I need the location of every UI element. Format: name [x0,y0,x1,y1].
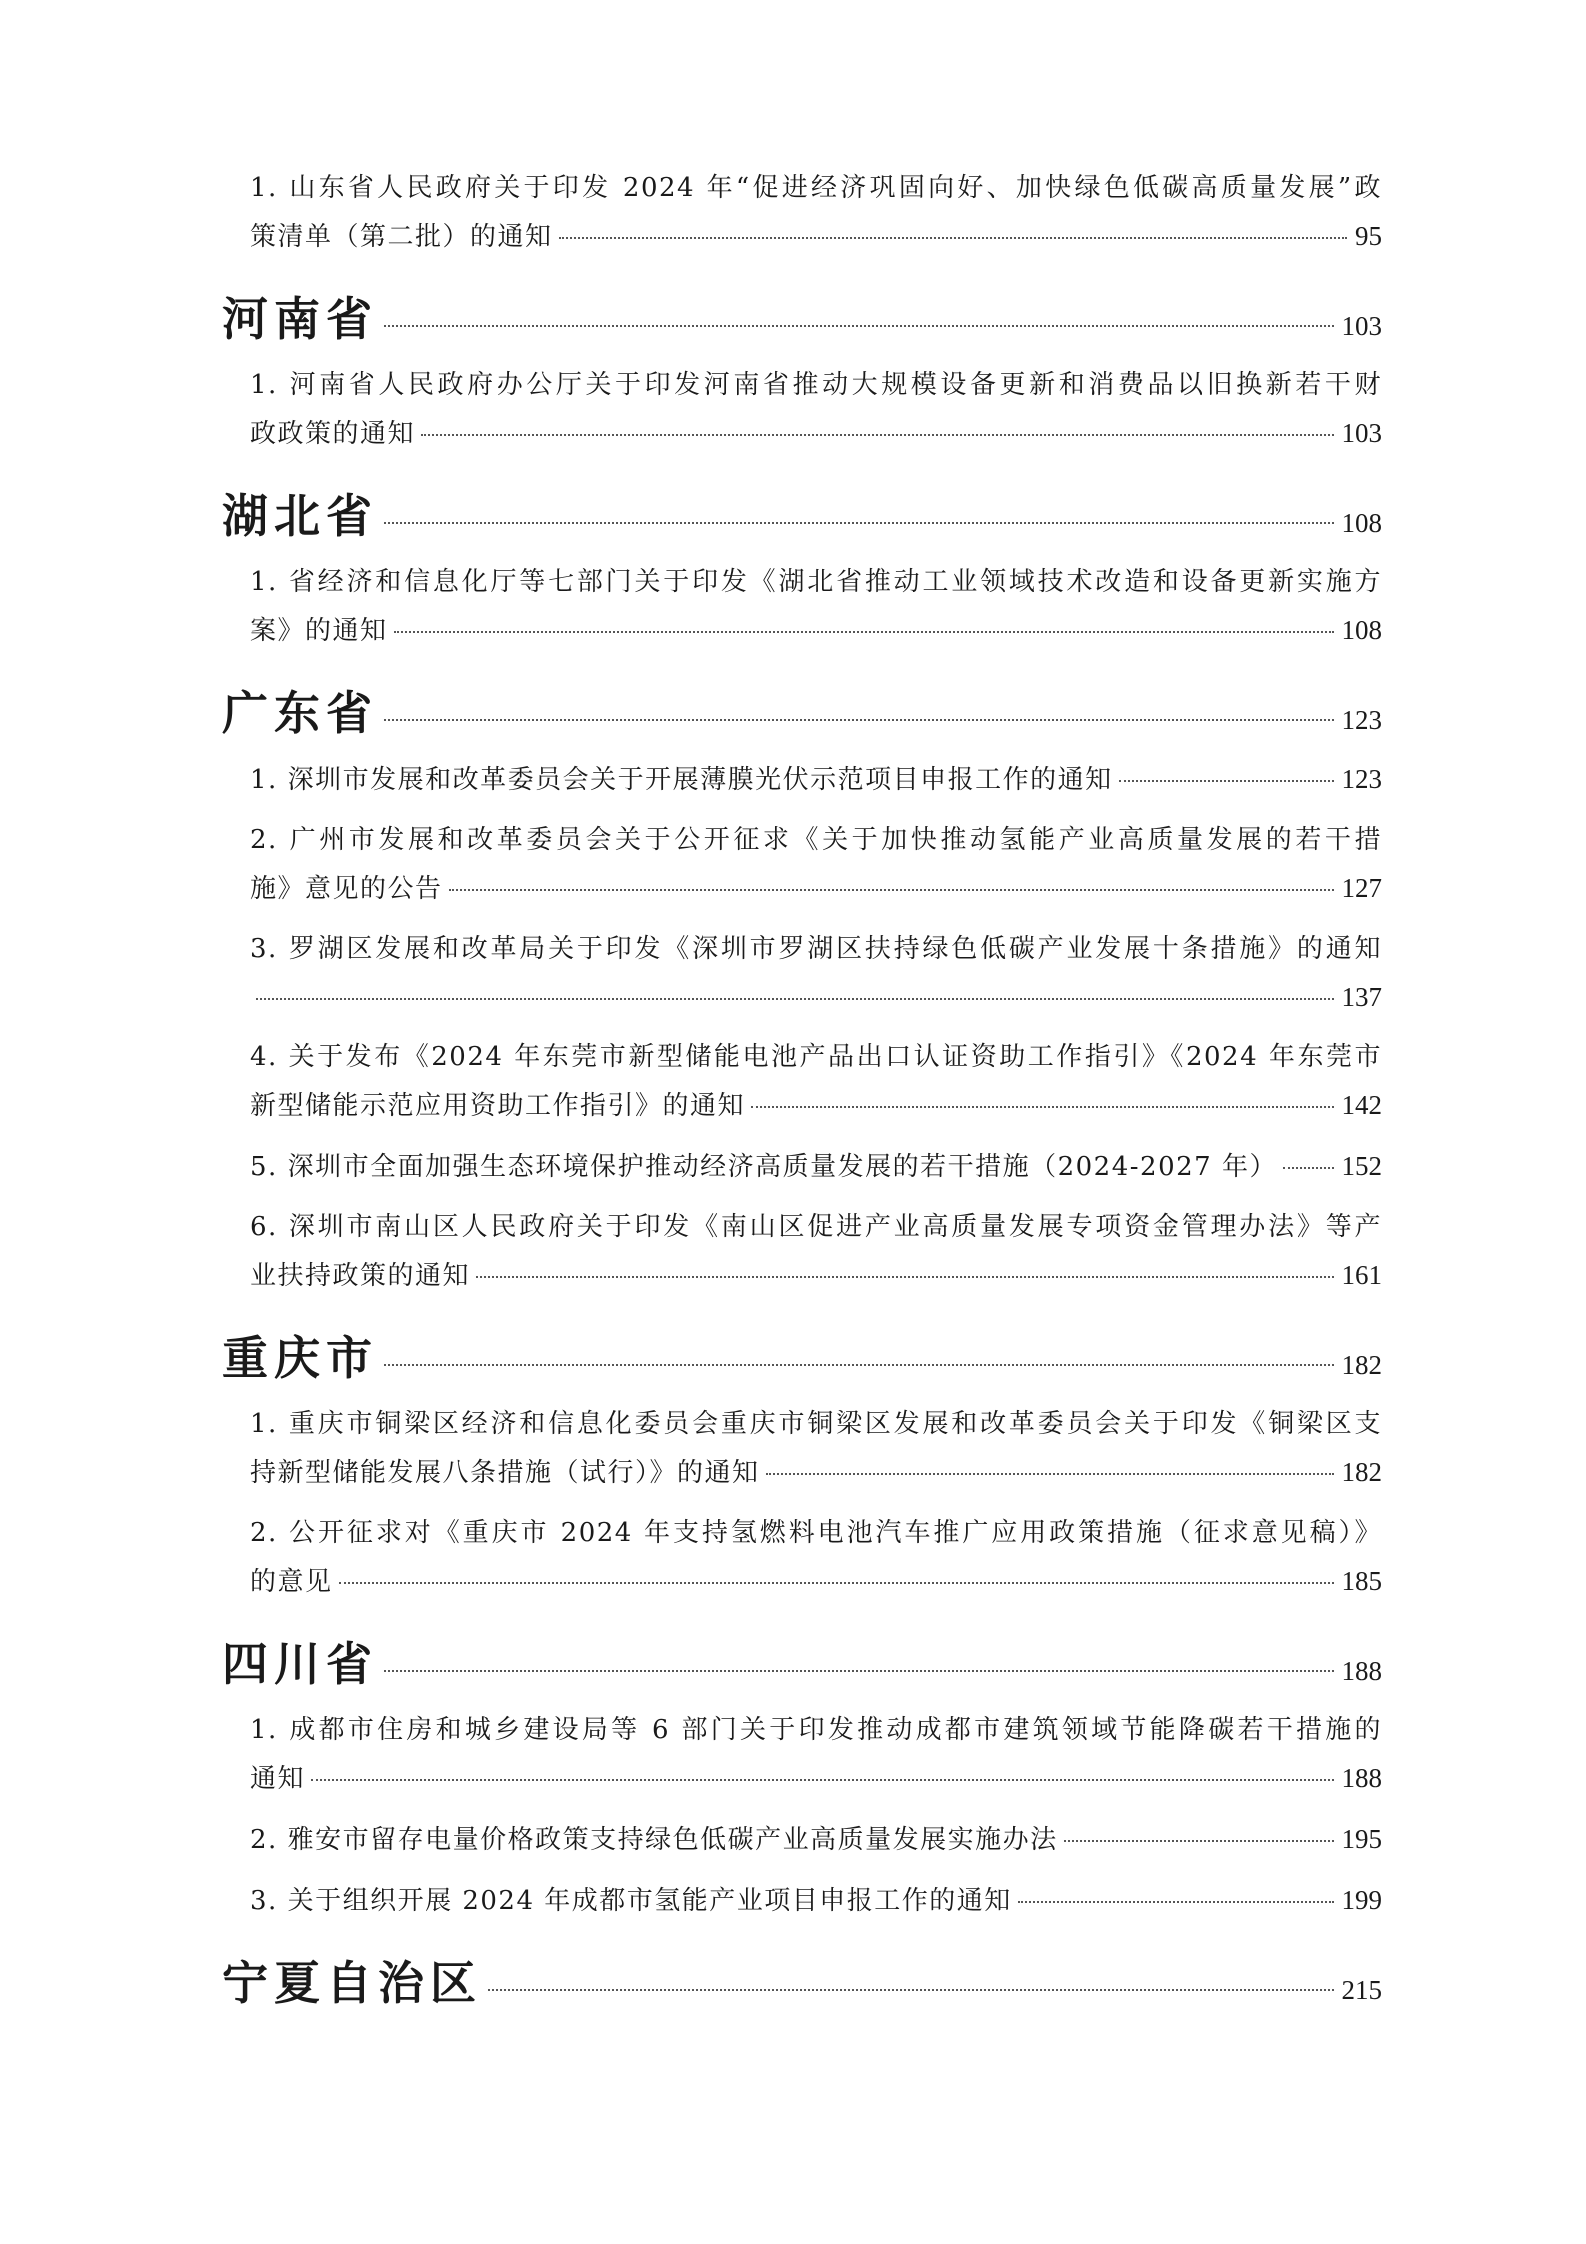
heading-line [222,1322,1382,1388]
page-number: 199 [1341,1885,1382,1915]
section-heading[interactable] [222,480,1382,546]
page-number: 188 [1341,1656,1382,1686]
toc-entry[interactable] [222,1509,1382,1606]
entry-last-line [250,1142,1382,1191]
toc-entry[interactable] [222,1142,1382,1191]
entry-text: 策清单（第二批）的通知 [250,222,553,252]
entry-first-line: 1. 重庆市铜梁区经济和信息化委员会重庆市铜梁区发展和改革委员会关于印发《铜梁区支 [250,1409,1382,1439]
entry-last-line [250,755,1382,804]
toc-entry[interactable] [222,1815,1382,1864]
section-heading[interactable] [222,283,1382,349]
entry-text: 案》的通知 [250,616,388,646]
heading-title: 湖北省 [222,489,378,543]
dot-leader [449,889,1334,891]
page-number: 103 [1341,418,1382,448]
entry-text: 持新型储能发展八条措施（试行）》的通知 [250,1458,760,1488]
dot-leader [1283,1167,1334,1169]
toc-section-henan [222,283,1382,458]
section-heading[interactable] [222,677,1382,743]
page-number: 127 [1341,873,1382,903]
page-number: 182 [1341,1350,1382,1380]
page-number: 185 [1341,1566,1382,1596]
toc-section-hubei [222,480,1382,655]
toc-entry[interactable] [222,361,1382,458]
entry-last-line [250,1081,1382,1130]
entry-last-line [250,1251,1382,1300]
heading-line [222,480,1382,546]
toc-entry[interactable] [222,1876,1382,1925]
toc-entry[interactable] [222,755,1382,804]
dot-leader [476,1276,1333,1278]
dot-leader [394,631,1334,633]
entry-first-line: 2. 公开征求对《重庆市 2024 年支持氢燃料电池汽车推广应用政策措施（征求意见稿）》 [250,1518,1382,1548]
entry-text: 政政策的通知 [250,419,416,449]
dot-leader [1119,780,1334,782]
page-number: 152 [1341,1151,1382,1181]
page-number: 195 [1341,1824,1382,1854]
entry-text: 的意见 [250,1567,333,1597]
toc-section-guangdong [222,677,1382,1300]
toc-entry[interactable] [222,816,1382,913]
heading-title: 宁夏自治区 [222,1956,482,2010]
page-number: 137 [1341,982,1382,1012]
dot-leader [751,1106,1333,1108]
dot-leader [766,1473,1334,1475]
entry-text: 业扶持政策的通知 [250,1261,471,1291]
toc-section-shandong-tail [222,164,1382,261]
heading-title: 四川省 [222,1637,378,1691]
dot-leader [256,998,1334,1000]
dot-leader [384,719,1334,721]
page-number: 182 [1341,1457,1382,1487]
toc-entry[interactable] [222,1033,1382,1130]
page-number: 108 [1341,508,1382,538]
entry-first-line: 1. 省经济和信息化厅等七部门关于印发《湖北省推动工业领域技术改造和设备更新实施方 [250,567,1382,597]
dot-leader [1018,1901,1334,1903]
entry-text: 施》意见的公告 [250,874,443,904]
entry-first-line: 1. 成都市住房和城乡建设局等 6 部门关于印发推动成都市建筑领域节能降碳若干措施的 [250,1715,1382,1745]
dot-leader [421,434,1333,436]
toc-section-chongqing [222,1322,1382,1606]
toc-entry[interactable] [222,164,1382,261]
entry-first-line: 6. 深圳市南山区人民政府关于印发《南山区促进产业高质量发展专项资金管理办法》等产 [250,1212,1382,1242]
dot-leader [488,1989,1334,1991]
heading-title: 河南省 [222,292,378,346]
entry-text: 通知 [250,1764,306,1794]
entry-last-line [250,1448,1382,1497]
toc-entry[interactable] [222,1400,1382,1497]
dot-leader [384,522,1334,524]
entry-first-line: 3. 罗湖区发展和改革局关于印发《深圳市罗湖区扶持绿色低碳产业发展十条措施》的通知 [250,934,1382,964]
dot-leader [311,1779,1333,1781]
entry-first-line: 4. 关于发布《2024 年东莞市新型储能电池产品出口认证资助工作指引》《2024 年东莞市 [250,1042,1382,1072]
dot-leader [384,325,1334,327]
toc-section-ningxia [222,1947,1382,2013]
dot-leader [384,1670,1334,1672]
dot-leader [1064,1840,1334,1842]
page-number: 108 [1341,615,1382,645]
entry-first-line: 1. 河南省人民政府办公厅关于印发河南省推动大规模设备更新和消费品以旧换新若干财 [250,370,1382,400]
page-number: 123 [1341,705,1382,735]
heading-line [222,1947,1382,2013]
entry-last-line [250,606,1382,655]
heading-title: 重庆市 [222,1331,378,1385]
heading-line [222,1628,1382,1694]
table-of-contents [222,152,1382,2017]
toc-entry[interactable] [222,1706,1382,1803]
page-number: 123 [1341,764,1382,794]
section-heading[interactable] [222,1322,1382,1388]
entry-text: 3. 关于组织开展 2024 年成都市氢能产业项目申报工作的通知 [250,1886,1012,1916]
entry-text: 1. 深圳市发展和改革委员会关于开展薄膜光伏示范项目申报工作的通知 [250,765,1113,795]
entry-last-line [250,1876,1382,1925]
dot-leader [559,237,1347,239]
heading-line [222,283,1382,349]
dot-leader [339,1582,1334,1584]
page-number: 188 [1341,1763,1382,1793]
section-heading[interactable] [222,1947,1382,2013]
heading-title: 广东省 [222,686,378,740]
page-number: 142 [1341,1090,1382,1120]
dot-leader [384,1364,1334,1366]
page-number: 95 [1355,221,1382,251]
toc-entry[interactable] [222,1203,1382,1300]
heading-line [222,677,1382,743]
entry-last-line [250,864,1382,913]
entry-first-line: 2. 广州市发展和改革委员会关于公开征求《关于加快推动氢能产业高质量发展的若干措 [250,825,1382,855]
entry-last-line [250,1557,1382,1606]
entry-text: 2. 雅安市留存电量价格政策支持绿色低碳产业高质量发展实施办法 [250,1825,1058,1855]
toc-section-sichuan [222,1628,1382,1925]
section-heading[interactable] [222,1628,1382,1694]
entry-last-line [250,1754,1382,1803]
page-number: 215 [1341,1975,1382,2005]
entry-text: 5. 深圳市全面加强生态环境保护推动经济高质量发展的若干措施（2024-2027 年） [250,1152,1277,1182]
entry-first-line: 1. 山东省人民政府关于印发 2024 年“促进经济巩固向好、加快绿色低碳高质量发展”政 [250,173,1382,203]
entry-last-line [250,1815,1382,1864]
entry-text: 新型储能示范应用资助工作指引》的通知 [250,1091,746,1121]
page-number: 103 [1341,311,1382,341]
entry-last-line [250,409,1382,458]
entry-last-line [250,973,1382,1021]
page-number: 161 [1341,1260,1382,1290]
entry-last-line [250,212,1382,261]
toc-entry[interactable] [222,925,1382,1021]
toc-entry[interactable] [222,558,1382,655]
